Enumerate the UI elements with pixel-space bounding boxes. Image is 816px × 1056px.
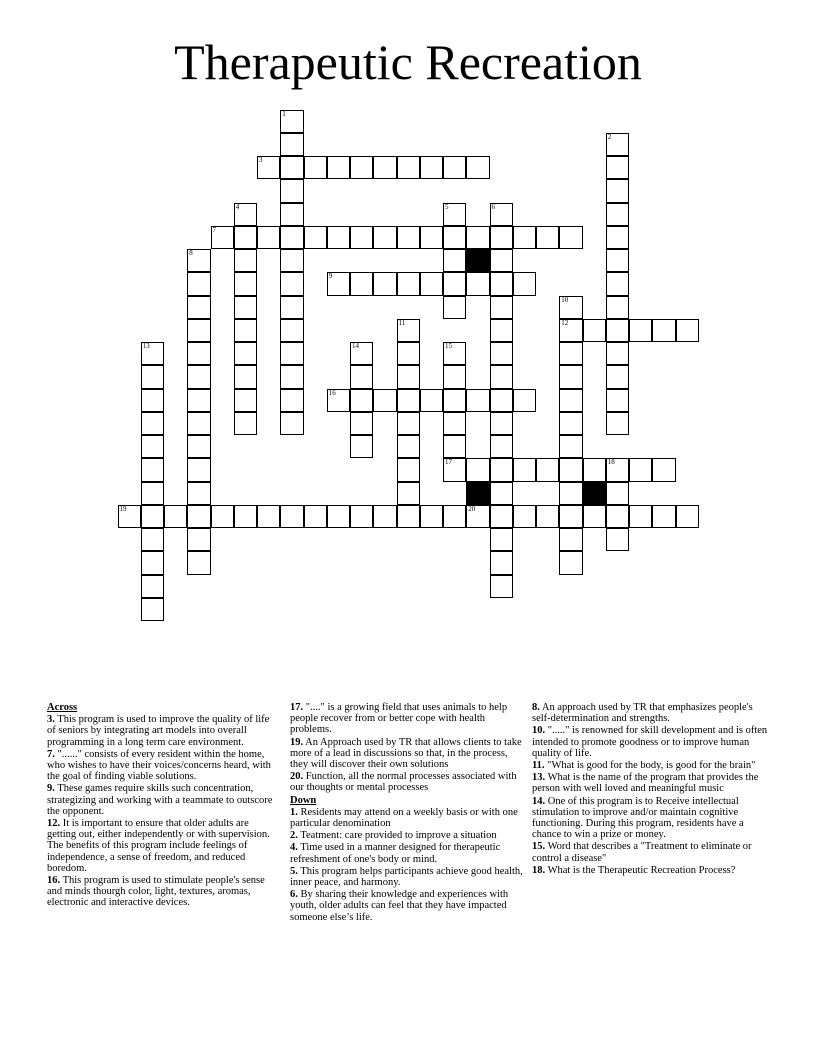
grid-cell[interactable] [443, 272, 466, 295]
grid-cell[interactable] [676, 505, 699, 528]
grid-cell[interactable] [559, 365, 582, 388]
grid-cell[interactable] [234, 319, 257, 342]
grid-cell[interactable] [583, 505, 606, 528]
clue-number: 10 [561, 295, 569, 304]
grid-cell[interactable] [234, 342, 257, 365]
grid-cell[interactable] [187, 319, 210, 342]
clue-down-10: 10. "....." is renowned for skill development and is often intended to promote goodness or to improve human quality of life. [532, 725, 768, 759]
grid-cell[interactable] [280, 389, 303, 412]
black-square [583, 482, 606, 505]
grid-cell[interactable] [187, 458, 210, 481]
grid-cell[interactable] [676, 319, 699, 342]
clue-down-2: 2. Teatment: care provided to improve a situation [290, 830, 497, 842]
grid-cell[interactable] [606, 458, 629, 481]
grid-cell[interactable] [397, 505, 420, 528]
grid-cell[interactable] [490, 319, 513, 342]
black-square [466, 482, 489, 505]
clues-column-3 [532, 702, 768, 877]
grid-cell[interactable] [187, 435, 210, 458]
grid-cell[interactable] [490, 458, 513, 481]
grid-cell[interactable] [559, 412, 582, 435]
grid-cell[interactable] [583, 319, 606, 342]
grid-cell[interactable] [629, 319, 652, 342]
grid-cell[interactable] [257, 226, 280, 249]
grid-cell[interactable] [420, 505, 443, 528]
grid-cell[interactable] [490, 435, 513, 458]
grid-cell[interactable] [350, 505, 373, 528]
grid-cell[interactable] [513, 272, 536, 295]
grid-cell[interactable] [280, 272, 303, 295]
grid-cell[interactable] [559, 319, 582, 342]
grid-cell[interactable] [606, 203, 629, 226]
grid-cell[interactable] [559, 226, 582, 249]
grid-cell[interactable] [490, 272, 513, 295]
grid-cell[interactable] [187, 551, 210, 574]
grid-cell[interactable] [327, 272, 350, 295]
grid-cell[interactable] [606, 389, 629, 412]
grid-cell[interactable] [234, 365, 257, 388]
grid-cell[interactable] [350, 342, 373, 365]
grid-cell[interactable] [466, 226, 489, 249]
grid-cell[interactable] [443, 365, 466, 388]
grid-cell[interactable] [187, 389, 210, 412]
grid-cell[interactable] [397, 342, 420, 365]
grid-cell[interactable] [187, 342, 210, 365]
grid-cell[interactable] [373, 272, 396, 295]
grid-cell[interactable] [606, 133, 629, 156]
grid-cell[interactable] [420, 389, 443, 412]
clue-across-19: 19. An Approach used by TR that allows clients to take more of a lead in discussions so that, in the process, they will discover their own solutions [290, 736, 522, 771]
grid-cell[interactable] [490, 482, 513, 505]
clue-number: 7 [212, 225, 216, 234]
clue-number: 8 [189, 249, 193, 257]
grid-cell[interactable] [141, 435, 164, 458]
grid-cell[interactable] [350, 435, 373, 458]
grid-cell[interactable] [211, 226, 234, 249]
grid-cell[interactable] [443, 505, 466, 528]
grid-cell[interactable] [187, 412, 210, 435]
clue-number: 16 [328, 388, 336, 397]
grid-cell[interactable] [211, 505, 234, 528]
grid-cell[interactable] [559, 296, 582, 319]
grid-cell[interactable] [187, 505, 210, 528]
grid-cell[interactable] [559, 389, 582, 412]
clue-across-12: 12. It is important to ensure that older adults are getting out, either independently or with supervision. The benefits of this program include feelings of independence, a sense of freedom, and reduced boredom. [47, 818, 270, 874]
clue-number: 20 [468, 504, 476, 513]
grid-cell[interactable] [373, 389, 396, 412]
grid-cell[interactable] [234, 296, 257, 319]
grid-cell[interactable] [327, 226, 350, 249]
grid-cell[interactable] [559, 435, 582, 458]
grid-cell[interactable] [141, 505, 164, 528]
puzzle-title: Therapeutic Recreation [174, 34, 642, 90]
grid-cell[interactable] [513, 389, 536, 412]
clue-number: 6 [491, 202, 495, 211]
grid-cell[interactable] [420, 272, 443, 295]
grid-cell[interactable] [257, 156, 280, 179]
grid-cell[interactable] [443, 203, 466, 226]
grid-cell[interactable] [350, 412, 373, 435]
clue-number: 18 [607, 458, 615, 467]
grid-cell[interactable] [141, 598, 164, 621]
grid-cell[interactable] [559, 528, 582, 551]
grid-cell[interactable] [187, 365, 210, 388]
grid-cell[interactable] [466, 389, 489, 412]
grid-cell[interactable] [443, 412, 466, 435]
grid-cell[interactable] [373, 226, 396, 249]
grid-cell[interactable] [652, 505, 675, 528]
clue-down-5: 5. This program helps participants achieve good health, inner peace, and harmony. [290, 865, 523, 889]
grid-cell[interactable] [141, 412, 164, 435]
grid-cell[interactable] [606, 226, 629, 249]
grid-cell[interactable] [397, 365, 420, 388]
grid-cell[interactable] [490, 203, 513, 226]
grid-cell[interactable] [466, 272, 489, 295]
clue-number: 19 [119, 504, 127, 513]
grid-cell[interactable] [559, 482, 582, 505]
grid-cell[interactable] [141, 575, 164, 598]
grid-cell[interactable] [606, 342, 629, 365]
clue-number: 15 [445, 342, 452, 350]
grid-cell[interactable] [280, 296, 303, 319]
grid-cell[interactable] [373, 156, 396, 179]
grid-cell[interactable] [606, 505, 629, 528]
clue-number: 4 [235, 202, 240, 211]
clue-number: 14 [352, 342, 359, 350]
clue-number: 12 [561, 318, 569, 327]
clue-number: 3 [259, 156, 263, 164]
grid-cell[interactable] [327, 156, 350, 179]
clue-number: 13 [142, 342, 150, 350]
grid-cell[interactable] [373, 505, 396, 528]
clues-column-1 [47, 702, 279, 910]
grid-cell[interactable] [443, 296, 466, 319]
grid-cell[interactable] [513, 505, 536, 528]
grid-cell[interactable] [234, 389, 257, 412]
across-heading: Across [47, 702, 78, 713]
grid-cell[interactable] [397, 412, 420, 435]
grid-cell[interactable] [280, 226, 303, 249]
grid-cell[interactable] [559, 551, 582, 574]
clue-down-1: 1. Residents may attend on a weekly basis or with one particular denomination [290, 806, 518, 830]
grid-cell[interactable] [280, 319, 303, 342]
grid-cell[interactable] [397, 435, 420, 458]
grid-cell[interactable] [164, 505, 187, 528]
clue-down-18: 18. What is the Therapeutic Recreation Process? [532, 864, 736, 876]
grid-cell[interactable] [490, 528, 513, 551]
grid-cell[interactable] [606, 482, 629, 505]
grid-cell[interactable] [443, 389, 466, 412]
grid-cell[interactable] [350, 365, 373, 388]
clue-down-13: 13. What is the name of the program that provides the person with well loved and meaningful music [532, 772, 759, 795]
grid-cell[interactable] [606, 296, 629, 319]
grid-cell[interactable] [606, 249, 629, 272]
grid-cell[interactable] [141, 458, 164, 481]
grid-cell[interactable] [397, 319, 420, 342]
grid-cell[interactable] [118, 505, 141, 528]
grid-cell[interactable] [397, 482, 420, 505]
grid-cell[interactable] [280, 133, 303, 156]
grid-cell[interactable] [490, 226, 513, 249]
grid-cell[interactable] [350, 226, 373, 249]
grid-cell[interactable] [280, 110, 303, 133]
grid-cell[interactable] [606, 156, 629, 179]
grid-cell[interactable] [513, 226, 536, 249]
grid-cell[interactable] [141, 482, 164, 505]
grid-cell[interactable] [280, 156, 303, 179]
grid-cell[interactable] [466, 156, 489, 179]
grid-cell[interactable] [606, 412, 629, 435]
grid-cell[interactable] [304, 505, 327, 528]
grid-cell[interactable] [280, 203, 303, 226]
clue-across-7: 7. "......" consists of every resident within the home, who wishes to have their voices/concerns heard, with the goal of finding viable solutions. [47, 748, 271, 783]
grid-cell[interactable] [559, 505, 582, 528]
grid-cell[interactable] [187, 296, 210, 319]
grid-cell[interactable] [234, 203, 257, 226]
grid-cell[interactable] [490, 249, 513, 272]
grid-cell[interactable] [327, 505, 350, 528]
grid-cell[interactable] [606, 365, 629, 388]
grid-cell[interactable] [490, 342, 513, 365]
clue-number: 17 [445, 458, 452, 467]
grid-cell[interactable] [280, 179, 303, 202]
grid-cell[interactable] [280, 365, 303, 388]
grid-cell[interactable] [443, 458, 466, 481]
grid-cell[interactable] [234, 249, 257, 272]
grid-cell[interactable] [652, 319, 675, 342]
grid-cell[interactable] [443, 435, 466, 458]
grid-cell[interactable] [350, 389, 373, 412]
grid-cell[interactable] [141, 365, 164, 388]
clue-across-9: 9. These games require skills such concentration, strategizing and working with a teammate to outscore the opponent. [47, 783, 273, 817]
down-heading: Down [290, 794, 317, 806]
grid-cell[interactable] [606, 528, 629, 551]
grid-cell[interactable] [606, 272, 629, 295]
clue-number: 5 [445, 202, 449, 211]
grid-cell[interactable] [141, 528, 164, 551]
grid-cell[interactable] [559, 458, 582, 481]
grid-cell[interactable] [536, 226, 559, 249]
grid-cell[interactable] [280, 342, 303, 365]
grid-cell[interactable] [187, 272, 210, 295]
grid-cell[interactable] [443, 226, 466, 249]
grid-cell[interactable] [420, 226, 443, 249]
grid-cell[interactable] [420, 156, 443, 179]
clue-down-6: 6. By sharing their knowledge and experiences with youth, older adults can feel that they have impacted someone else’s life. [290, 889, 509, 923]
grid-cell[interactable] [350, 156, 373, 179]
grid-cell[interactable] [234, 412, 257, 435]
grid-cell[interactable] [234, 272, 257, 295]
grid-cell[interactable] [443, 156, 466, 179]
clue-across-17: 17. "...." is a growing field that uses animals to help people recover from or better cope with health problems. [290, 702, 508, 736]
grid-cell[interactable] [280, 249, 303, 272]
grid-cell[interactable] [606, 179, 629, 202]
grid-cell[interactable] [466, 458, 489, 481]
clue-number: 1 [282, 109, 286, 118]
grid-cell[interactable] [629, 458, 652, 481]
clue-down-15: 15. Word that describes a "Treatment to eliminate or control a disease" [532, 841, 752, 864]
clue-number: 11 [398, 318, 406, 327]
grid-cell[interactable] [280, 412, 303, 435]
grid-cell[interactable] [187, 528, 210, 551]
grid-cell[interactable] [397, 389, 420, 412]
clues-column-2 [290, 702, 524, 924]
clue-across-20: 20. Function, all the normal processes associated with our thoughts or mental processes [290, 771, 517, 794]
clue-across-3: 3. This program is used to improve the quality of life of seniors by integrating art models into overall programming in a long term care environment. [47, 714, 270, 748]
grid-cell[interactable] [187, 249, 210, 272]
grid-cell[interactable] [490, 412, 513, 435]
grid-cell[interactable] [443, 342, 466, 365]
clue-across-16: 16. This program is used to stimulate people's sense and minds thourgh color, light, textures, aromas, electronic and interactive devices. [47, 875, 265, 909]
grid-cell[interactable] [536, 505, 559, 528]
grid-cell[interactable] [234, 505, 257, 528]
grid-cell[interactable] [187, 482, 210, 505]
grid-cell[interactable] [490, 296, 513, 319]
grid-cell[interactable] [536, 458, 559, 481]
grid-cell[interactable] [280, 505, 303, 528]
clue-down-4: 4. Time used in a manner designed for therapeutic refreshment of one's body or mind. [290, 842, 501, 865]
grid-cell[interactable] [490, 505, 513, 528]
grid-cell[interactable] [397, 226, 420, 249]
grid-cell[interactable] [304, 226, 327, 249]
grid-cell[interactable] [397, 272, 420, 295]
grid-cell[interactable] [583, 458, 606, 481]
black-square [466, 249, 489, 272]
grid-cell[interactable] [141, 389, 164, 412]
grid-cell[interactable] [466, 505, 489, 528]
grid-cell[interactable] [304, 156, 327, 179]
grid-cell[interactable] [606, 319, 629, 342]
clue-down-11: 11. "What is good for the body, is good for the brain" [532, 760, 756, 772]
clue-number: 2 [607, 132, 612, 141]
grid-cell[interactable] [490, 389, 513, 412]
grid-cell[interactable] [397, 156, 420, 179]
grid-cell[interactable] [257, 505, 280, 528]
grid-cell[interactable] [513, 458, 536, 481]
grid-cell[interactable] [490, 575, 513, 598]
grid-cell[interactable] [559, 342, 582, 365]
grid-cell[interactable] [490, 365, 513, 388]
clue-number: 9 [328, 272, 333, 281]
grid-cell[interactable] [652, 458, 675, 481]
grid-cell[interactable] [327, 389, 350, 412]
grid-cell[interactable] [234, 226, 257, 249]
grid-cell[interactable] [397, 458, 420, 481]
grid-cell[interactable] [141, 342, 164, 365]
grid-cell[interactable] [443, 249, 466, 272]
grid-cell[interactable] [490, 551, 513, 574]
clue-down-8: 8. An approach used by TR that emphasizes people's self-determination and strengths. [532, 702, 753, 725]
grid-cell[interactable] [141, 551, 164, 574]
grid-cell[interactable] [629, 505, 652, 528]
grid-cell[interactable] [350, 272, 373, 295]
clue-down-14: 14. One of this program is to Receive intellectual stimulation to improve and/or maintain cognitive functioning. During this program, residents have a chance to win a prize or money. [532, 795, 744, 841]
